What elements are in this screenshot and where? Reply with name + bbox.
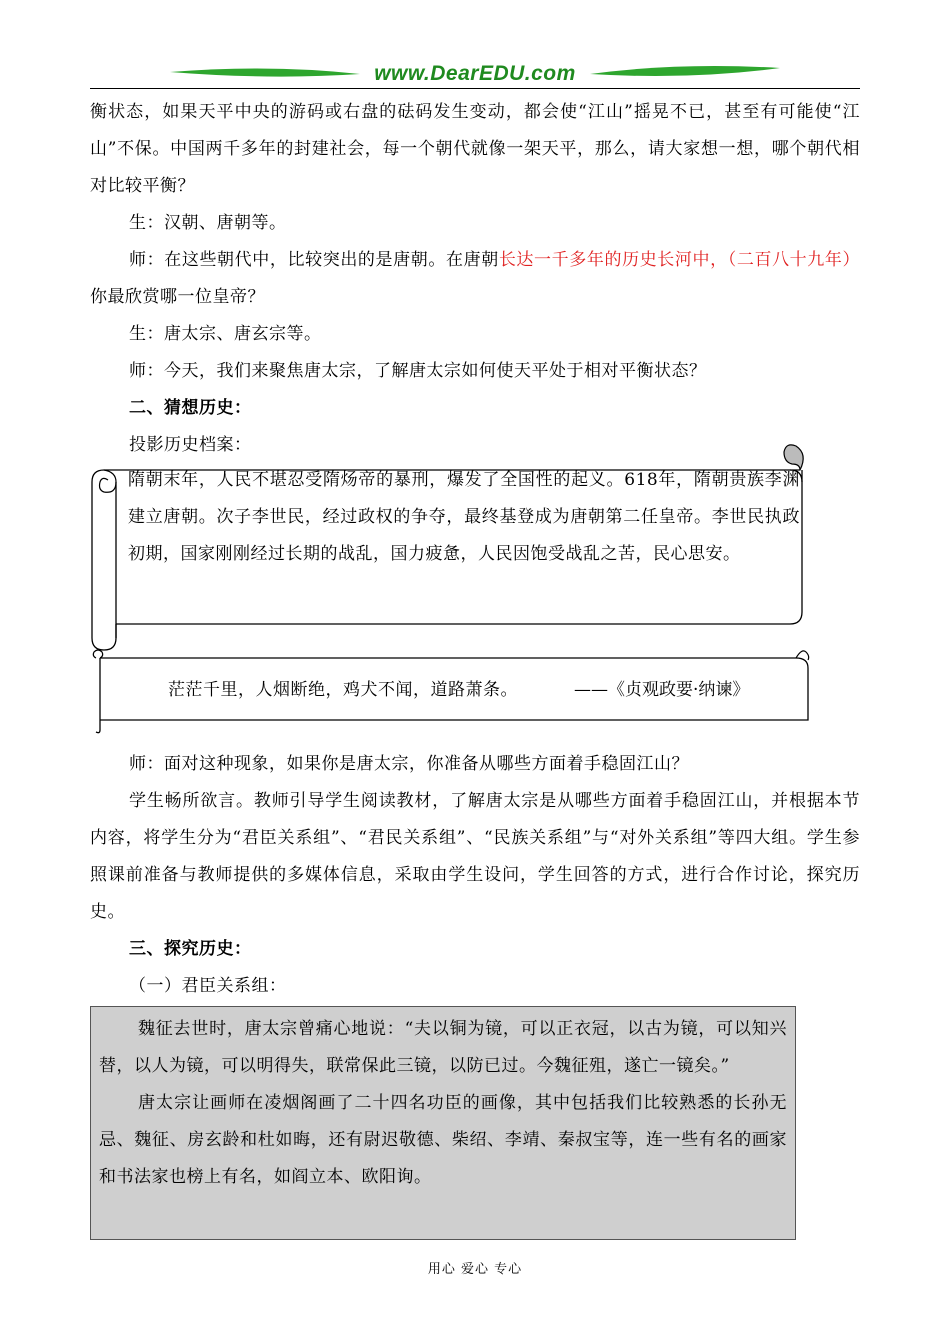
logo-text: www.DearEDU.com: [374, 62, 576, 85]
paragraph-student-1: 生：汉朝、唐朝等。: [129, 213, 287, 233]
teacher-1-text-a: 师：在这些朝代中，比较突出的是唐朝。在唐朝: [129, 250, 499, 270]
scroll-history-text: 隋朝末年，人民不堪忍受隋炀帝的暴刑，爆发了全国性的起义。618年，隋朝贵族李渊建立唐朝。次子李世民，经过政权的争夺，最终基登成为唐朝第二任皇帝。李世民执政初期，国家刚刚经过长期的战乱，国力疲惫，人民因饱受战乱之苦，民心思安。: [128, 470, 800, 564]
quote-grey-box: [90, 1006, 796, 1240]
quote-scroll-box: [90, 646, 810, 734]
teacher-1-red-text: 长达一千多年的历史长河中，（二百八十九年）: [498, 250, 861, 270]
paragraph-projection: 投影历史档案：: [129, 435, 252, 455]
page-footer: 用心 爱心 专心: [427, 1262, 523, 1277]
paragraph-teacher-1: [90, 242, 860, 316]
history-scroll-box: [90, 442, 810, 658]
paragraph-student-2: 生：唐太宗、唐玄宗等。: [129, 324, 322, 344]
section-heading-2: 二、猜想历史：: [129, 398, 252, 418]
section-heading-3: 三、探究历史：: [129, 939, 252, 959]
paragraph-activity: 学生畅所欲言。教师引导学生阅读教材，了解唐太宗是从哪些方面着手稳固江山，并根据本节内容，将学生分为“君臣关系组”、“君民关系组”、“民族关系组”与“对外关系组”等四大组。学生参照课前准备与教师提供的多媒体信息，采取由学生设问，学生回答的方式，进行合作讨论，探究历史。: [90, 791, 860, 922]
paragraph-teacher-2: 师：今天，我们来聚焦唐太宗，了解唐太宗如何使天平处于相对平衡状态？: [129, 361, 707, 381]
subsection-heading-1: （一）君臣关系组：: [129, 976, 287, 996]
quote-text: 茫茫千里，人烟断绝，鸡犬不闻，道路萧条。: [168, 680, 518, 700]
box-paragraph-weizheng: 魏征去世时，唐太宗曾痛心地说：“夫以铜为镜，可以正衣冠，以古为镜，可以知兴替，以人为镜，可以明得失，联常保此三镜，以防已过。今魏征殂，遂亡一镜矣。”: [99, 1019, 787, 1076]
page-body-continued: [90, 746, 860, 1005]
paragraph-teacher-3: 师：面对这种现象，如果你是唐太宗，你准备从哪些方面着手稳固江山？: [129, 754, 689, 774]
quote-source: ——《贞观政要·纳谏》: [574, 680, 750, 700]
teacher-1-text-b: 你最欣赏哪一位皇帝？: [90, 287, 265, 307]
header-rule: [90, 88, 860, 89]
box-paragraph-lingyan: 唐太宗让画师在凌烟阁画了二十四名功臣的画像，其中包括我们比较熟悉的长孙无忌、魏征、房玄龄和杜如晦，还有尉迟敬德、柴绍、李靖、秦叔宝等，连一些有名的画家和书法家也榜上有名，如阎立本、欧阳询。: [99, 1093, 787, 1187]
paragraph-intro: 衡状态，如果天平中央的游码或右盘的砝码发生变动，都会使“江山”摇晃不已，甚至有可能使“江山”不保。中国两千多年的封建社会，每一个朝代就像一架天平，那么，请大家想一想，哪个朝代相对比较平衡？: [90, 102, 860, 196]
page-body: [90, 94, 860, 464]
